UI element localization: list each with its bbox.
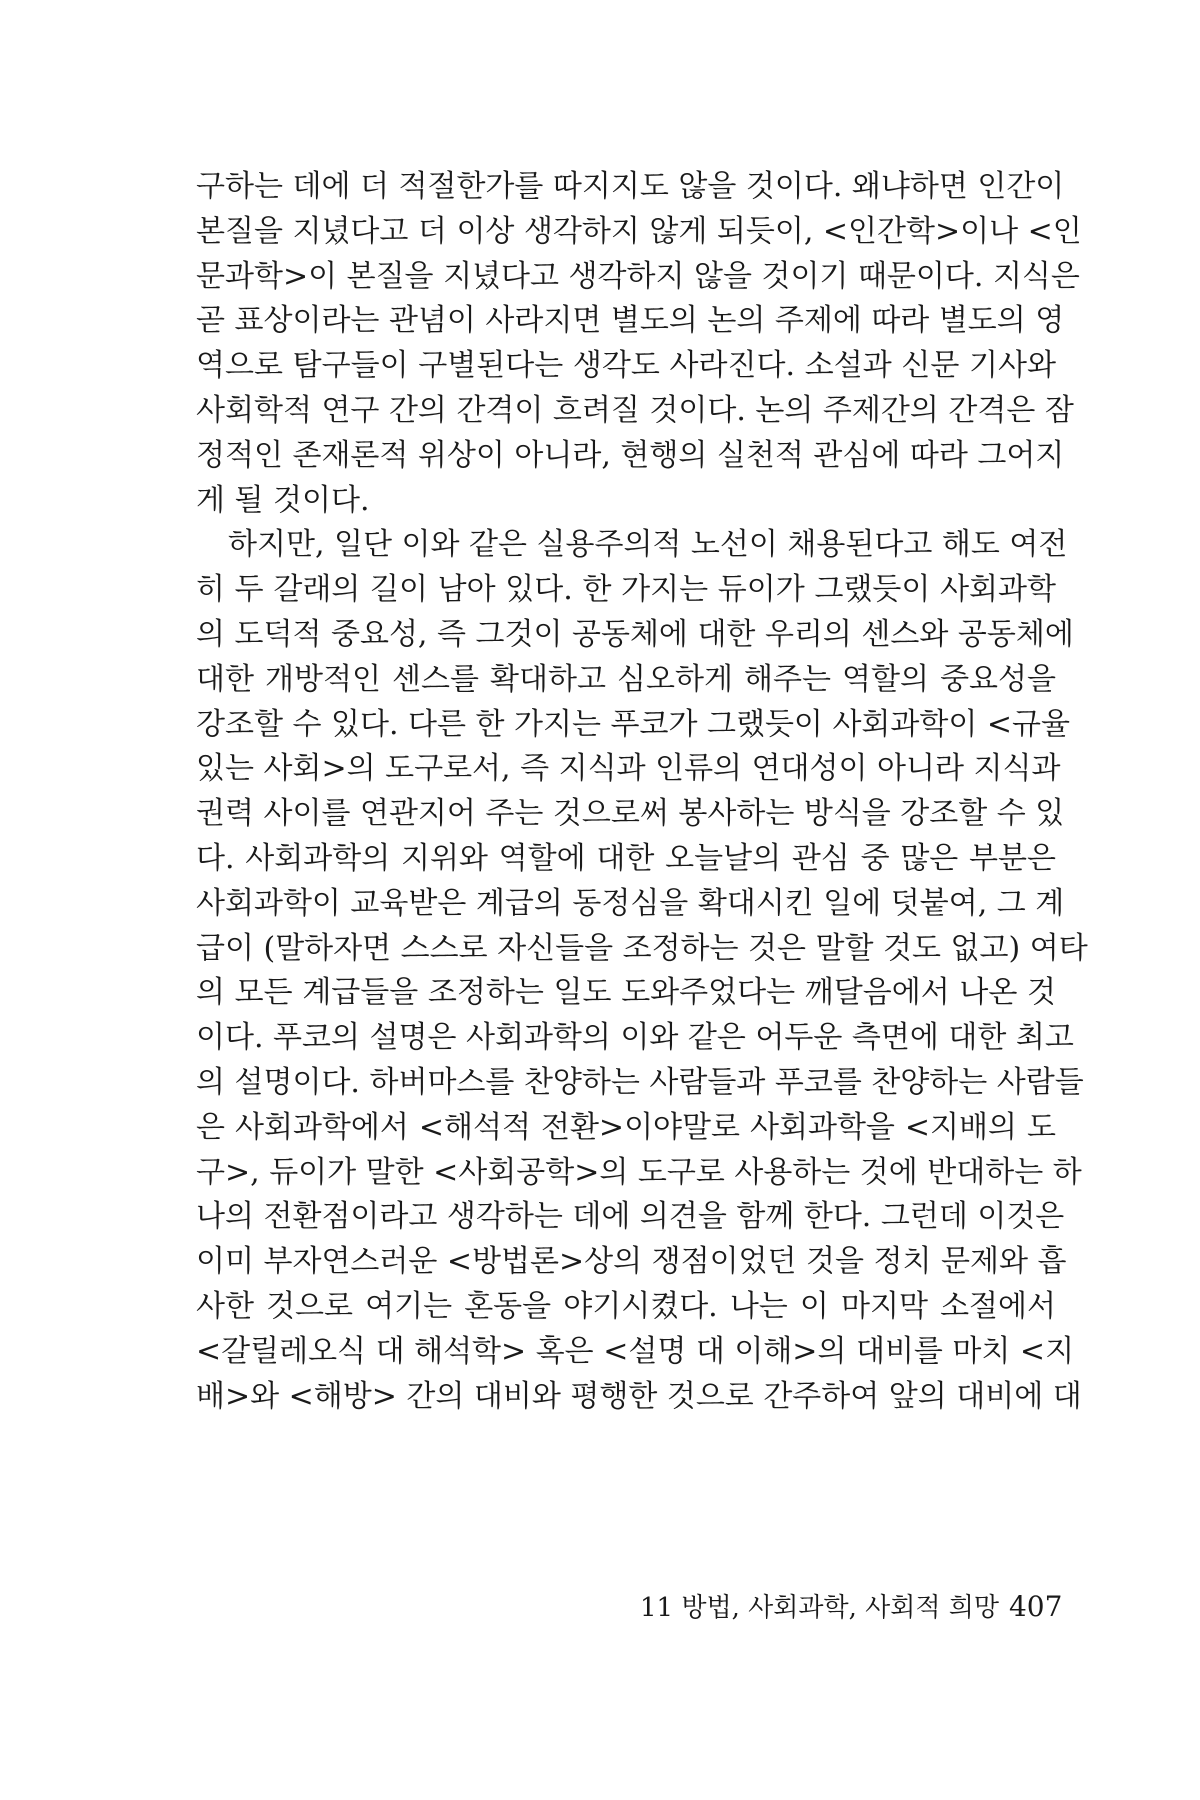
text-line: 정적인 존재론적 위상이 아니라, 현행의 실천적 관심에 따라 그어지: [196, 437, 1065, 473]
page-footer: [640, 1590, 1063, 1625]
text-line: 역으로 탐구들이 구별된다는 생각도 사라진다. 소설과 신문 기사와: [196, 348, 1056, 384]
text-line: 강조할 수 있다. 다른 한 가지는 푸코가 그랬듯이 사회과학이 <규율: [196, 706, 1070, 742]
paragraph: [196, 165, 1082, 523]
text-line: 히 두 갈래의 길이 남아 있다. 한 가지는 듀이가 그랬듯이 사회과학: [196, 572, 1056, 608]
text-line: 이미 부자연스러운 <방법론>상의 쟁점이었던 것을 정치 문제와 흡: [196, 1244, 1067, 1280]
text-line: 구>, 듀이가 말한 <사회공학>의 도구로 사용하는 것에 반대하는 하: [196, 1154, 1082, 1190]
text-line: 곧 표상이라는 관념이 사라지면 별도의 논의 주제에 따라 별도의 영: [196, 303, 1065, 339]
text-line: 사회학적 연구 간의 간격이 흐려질 것이다. 논의 주제간의 간격은 잠: [196, 392, 1074, 428]
text-line: 본질을 지녔다고 더 이상 생각하지 않게 되듯이, <인간학>이나 <인: [196, 213, 1082, 249]
text-line: 급이 (말하자면 스스로 자신들을 조정하는 것은 말할 것도 없고) 여타: [196, 930, 1088, 966]
text-line: 문과학>이 본질을 지녔다고 생각하지 않을 것이기 때문이다. 지식은: [196, 258, 1080, 294]
text-line: 의 모든 계급들을 조정하는 일도 도와주었다는 깨달음에서 나온 것: [196, 975, 1056, 1011]
text-line: 하지만, 일단 이와 같은 실용주의적 노선이 채용된다고 해도 여전: [228, 527, 1068, 563]
text-line: 다. 사회과학의 지위와 역할에 대한 오늘날의 관심 중 많은 부분은: [196, 840, 1056, 876]
text-line: 의 도덕적 중요성, 즉 그것이 공동체에 대한 우리의 센스와 공동체에: [196, 616, 1074, 652]
text-line: 배>와 <해방> 간의 대비와 평행한 것으로 간주하여 앞의 대비에 대: [196, 1378, 1082, 1414]
paragraph: [196, 523, 1088, 1419]
text-line: 있는 사회>의 도구로서, 즉 지식과 인류의 연대성이 아니라 지식과: [196, 751, 1061, 787]
body-text: [196, 165, 1088, 1419]
text-line: 은 사회과학에서 <해석적 전환>이야말로 사회과학을 <지배의 도: [196, 1109, 1056, 1145]
text-line: 사한 것으로 여기는 혼동을 야기시켰다. 나는 이 마지막 소절에서: [196, 1288, 1056, 1324]
text-line: 사회과학이 교육받은 계급의 동정심을 확대시킨 일에 덧붙여, 그 계: [196, 885, 1065, 921]
text-line: 대한 개방적인 센스를 확대하고 심오하게 해주는 역할의 중요성을: [196, 661, 1056, 697]
text-line: 권력 사이를 연관지어 주는 것으로써 봉사하는 방식을 강조할 수 있: [196, 796, 1065, 832]
text-line: 의 설명이다. 하버마스를 찬양하는 사람들과 푸코를 찬양하는 사람들: [196, 1064, 1084, 1100]
running-head: 11 방법, 사회과학, 사회적 희망: [640, 1593, 999, 1623]
page-number: 407: [1008, 1590, 1063, 1623]
text-line: 게 될 것이다.: [196, 482, 370, 518]
text-line: 나의 전환점이라고 생각하는 데에 의견을 함께 한다. 그런데 이것은: [196, 1199, 1065, 1235]
text-line: 이다. 푸코의 설명은 사회과학의 이와 같은 어두운 측면에 대한 최고: [196, 1020, 1074, 1056]
text-line: <갈릴레오식 대 해석학> 혹은 <설명 대 이해>의 대비를 마치 <지: [196, 1333, 1075, 1369]
text-line: 구하는 데에 더 적절한가를 따지지도 않을 것이다. 왜냐하면 인간이: [196, 169, 1065, 204]
